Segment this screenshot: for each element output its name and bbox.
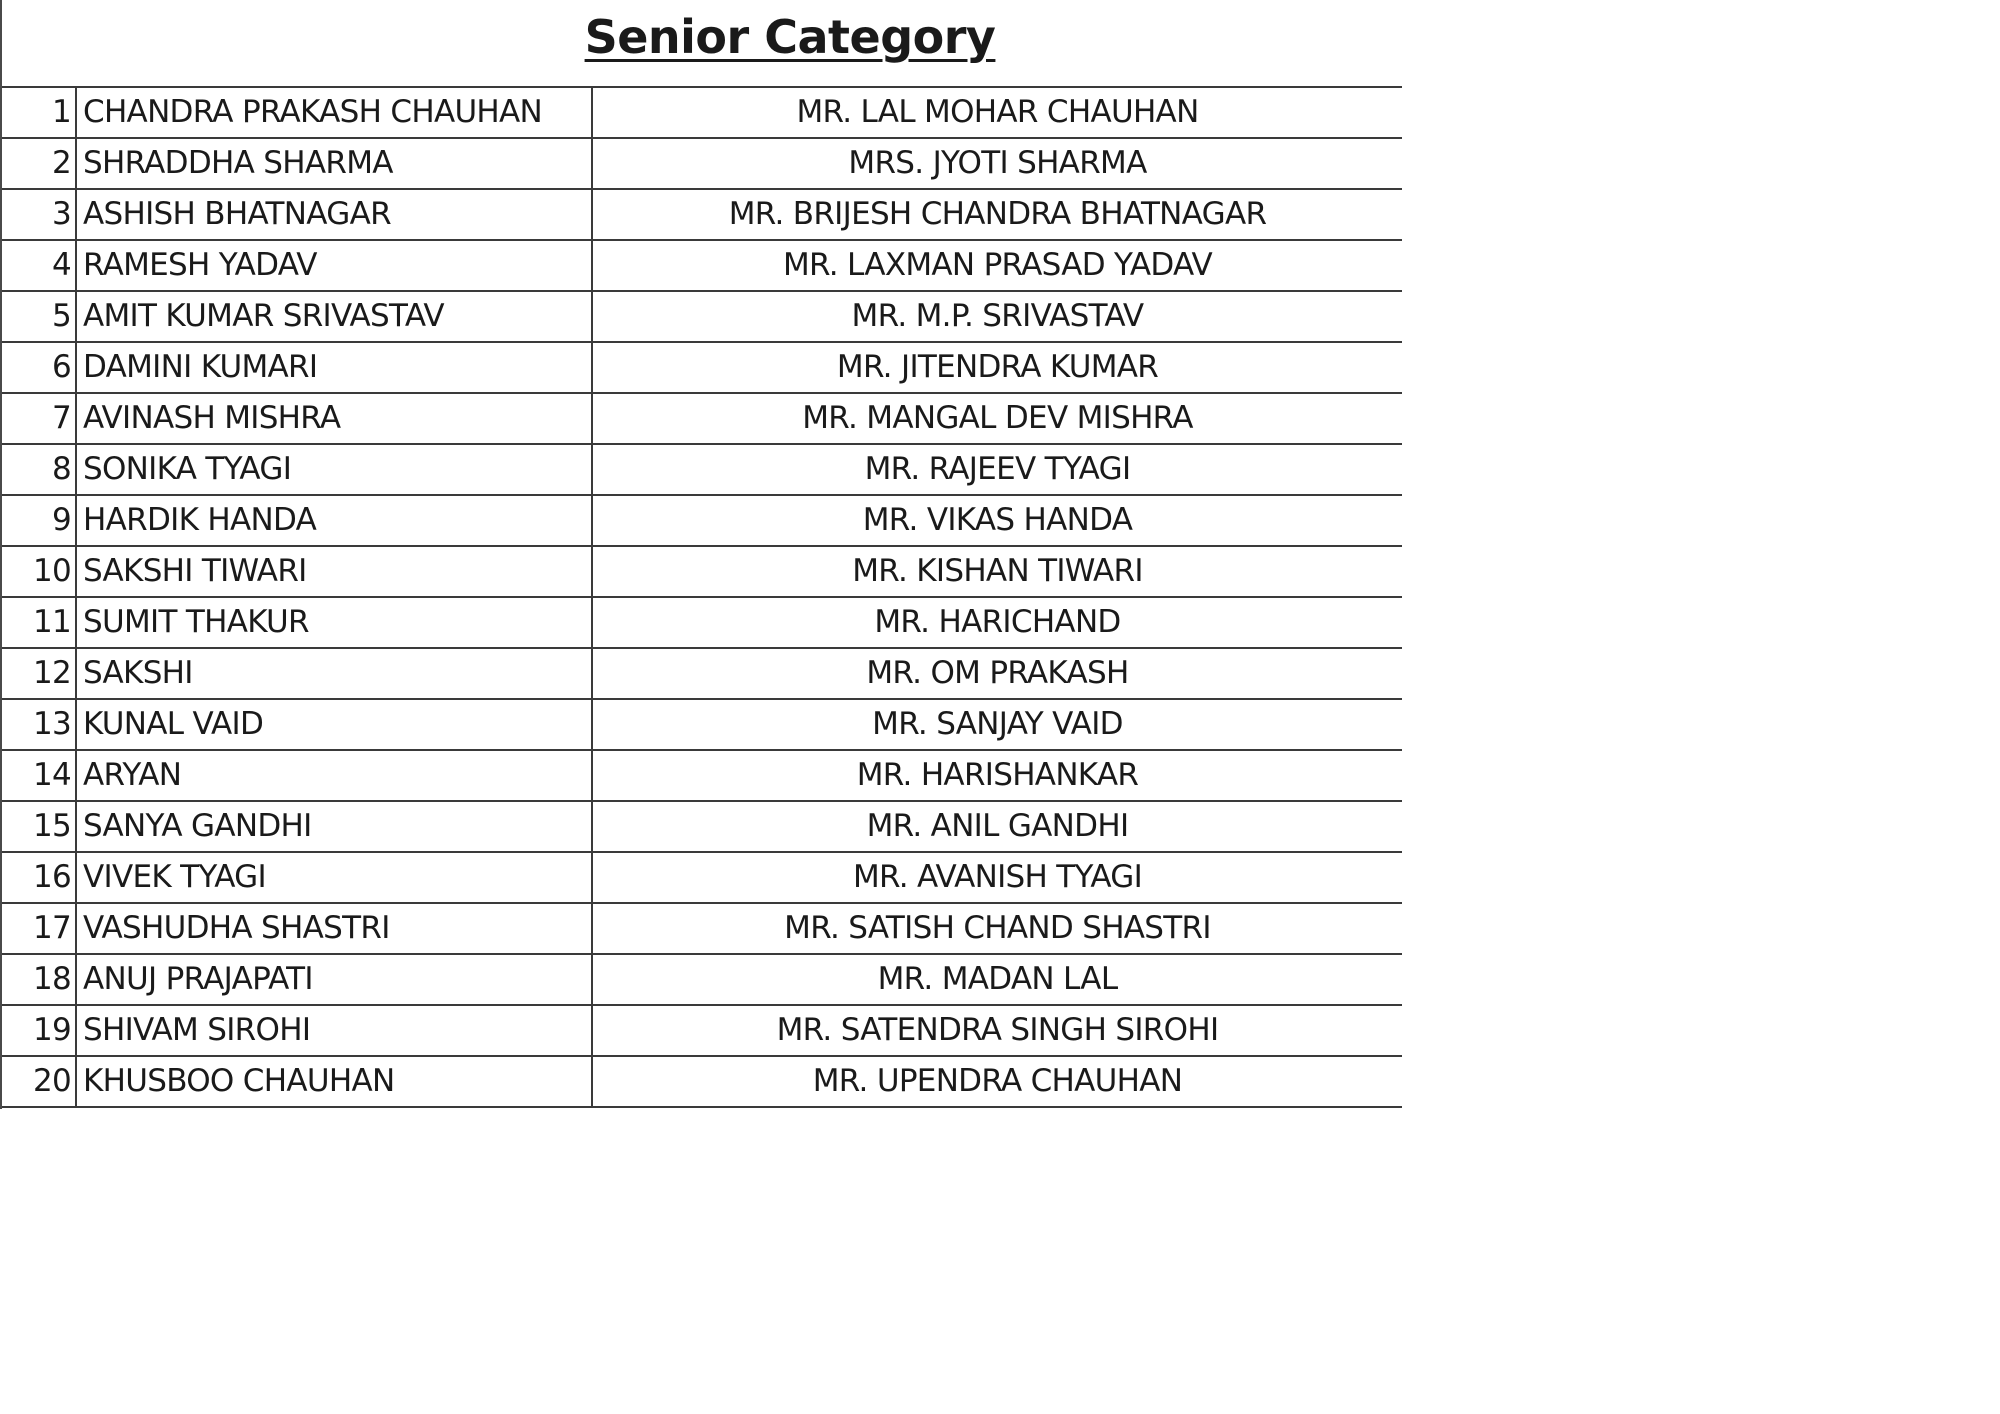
participant-name-cell: VIVEK TYAGI [76, 852, 592, 903]
participant-name-cell: ASHISH BHATNAGAR [76, 189, 592, 240]
row-number-cell: 14 [2, 750, 76, 801]
participant-name-cell: CHANDRA PRAKASH CHAUHAN [76, 87, 592, 138]
participant-name-cell: ARYAN [76, 750, 592, 801]
parent-name-cell: MR. SATISH CHAND SHASTRI [592, 903, 1402, 954]
table-row [2, 1056, 1402, 1107]
row-number-cell: 2 [2, 138, 76, 189]
participant-name-cell: AVINASH MISHRA [76, 393, 592, 444]
row-number-cell: 18 [2, 954, 76, 1005]
table-row [2, 87, 1402, 138]
row-number-cell: 6 [2, 342, 76, 393]
row-number-cell: 10 [2, 546, 76, 597]
table-row [2, 699, 1402, 750]
row-number-cell: 17 [2, 903, 76, 954]
participant-name-cell: DAMINI KUMARI [76, 342, 592, 393]
table-row [2, 138, 1402, 189]
parent-name-cell: MR. ANIL GANDHI [592, 801, 1402, 852]
table-row [2, 1005, 1402, 1056]
table-row [2, 648, 1402, 699]
row-number-cell: 7 [2, 393, 76, 444]
table-row [2, 954, 1402, 1005]
parent-name-cell: MR. M.P. SRIVASTAV [592, 291, 1402, 342]
table-row [2, 393, 1402, 444]
table-row [2, 801, 1402, 852]
row-number-cell: 1 [2, 87, 76, 138]
table-row [2, 495, 1402, 546]
row-number-cell: 11 [2, 597, 76, 648]
parent-name-cell: MR. AVANISH TYAGI [592, 852, 1402, 903]
participant-name-cell: KHUSBOO CHAUHAN [76, 1056, 592, 1107]
row-number-cell: 16 [2, 852, 76, 903]
parent-name-cell: MR. RAJEEV TYAGI [592, 444, 1402, 495]
table-row [2, 342, 1402, 393]
participant-name-cell: SONIKA TYAGI [76, 444, 592, 495]
parent-name-cell: MR. JITENDRA KUMAR [592, 342, 1402, 393]
row-number-cell: 13 [2, 699, 76, 750]
table-row [2, 291, 1402, 342]
row-number-cell: 12 [2, 648, 76, 699]
row-number-cell: 20 [2, 1056, 76, 1107]
row-number-cell: 15 [2, 801, 76, 852]
table-row [2, 750, 1402, 801]
parent-name-cell: MR. LAL MOHAR CHAUHAN [592, 87, 1402, 138]
parent-name-cell: MR. SATENDRA SINGH SIROHI [592, 1005, 1402, 1056]
table-row [2, 189, 1402, 240]
participant-name-cell: RAMESH YADAV [76, 240, 592, 291]
parent-name-cell: MR. KISHAN TIWARI [592, 546, 1402, 597]
table-row [2, 852, 1402, 903]
parent-name-cell: MR. LAXMAN PRASAD YADAV [592, 240, 1402, 291]
row-number-cell: 4 [2, 240, 76, 291]
participant-name-cell: KUNAL VAID [76, 699, 592, 750]
parent-name-cell: MR. VIKAS HANDA [592, 495, 1402, 546]
parent-name-cell: MR. UPENDRA CHAUHAN [592, 1056, 1402, 1107]
participant-name-cell: SAKSHI [76, 648, 592, 699]
parent-name-cell: MR. BRIJESH CHANDRA BHATNAGAR [592, 189, 1402, 240]
parent-name-cell: MR. SANJAY VAID [592, 699, 1402, 750]
parent-name-cell: MR. OM PRAKASH [592, 648, 1402, 699]
participant-name-cell: SANYA GANDHI [76, 801, 592, 852]
parent-name-cell: MR. HARISHANKAR [592, 750, 1402, 801]
participant-name-cell: VASHUDHA SHASTRI [76, 903, 592, 954]
row-number-cell: 8 [2, 444, 76, 495]
table-row [2, 597, 1402, 648]
participant-name-cell: SUMIT THAKUR [76, 597, 592, 648]
parent-name-cell: MR. MANGAL DEV MISHRA [592, 393, 1402, 444]
table-row [2, 903, 1402, 954]
row-number-cell: 9 [2, 495, 76, 546]
row-number-cell: 3 [2, 189, 76, 240]
page-title-text: Senior Category [584, 10, 996, 64]
participant-name-cell: SHRADDHA SHARMA [76, 138, 592, 189]
parent-name-cell: MR. MADAN LAL [592, 954, 1402, 1005]
participants-table-body [2, 87, 1402, 1107]
participant-name-cell: AMIT KUMAR SRIVASTAV [76, 291, 592, 342]
parent-name-cell: MRS. JYOTI SHARMA [592, 138, 1402, 189]
participant-name-cell: SAKSHI TIWARI [76, 546, 592, 597]
participant-name-cell: HARDIK HANDA [76, 495, 592, 546]
row-number-cell: 5 [2, 291, 76, 342]
participants-table [2, 86, 1402, 1108]
row-number-cell: 19 [2, 1005, 76, 1056]
table-row [2, 444, 1402, 495]
parent-name-cell: MR. HARICHAND [592, 597, 1402, 648]
participant-name-cell: ANUJ PRAJAPATI [76, 954, 592, 1005]
participant-name-cell: SHIVAM SIROHI [76, 1005, 592, 1056]
table-row [2, 546, 1402, 597]
page-title [0, 6, 1580, 68]
table-row [2, 240, 1402, 291]
